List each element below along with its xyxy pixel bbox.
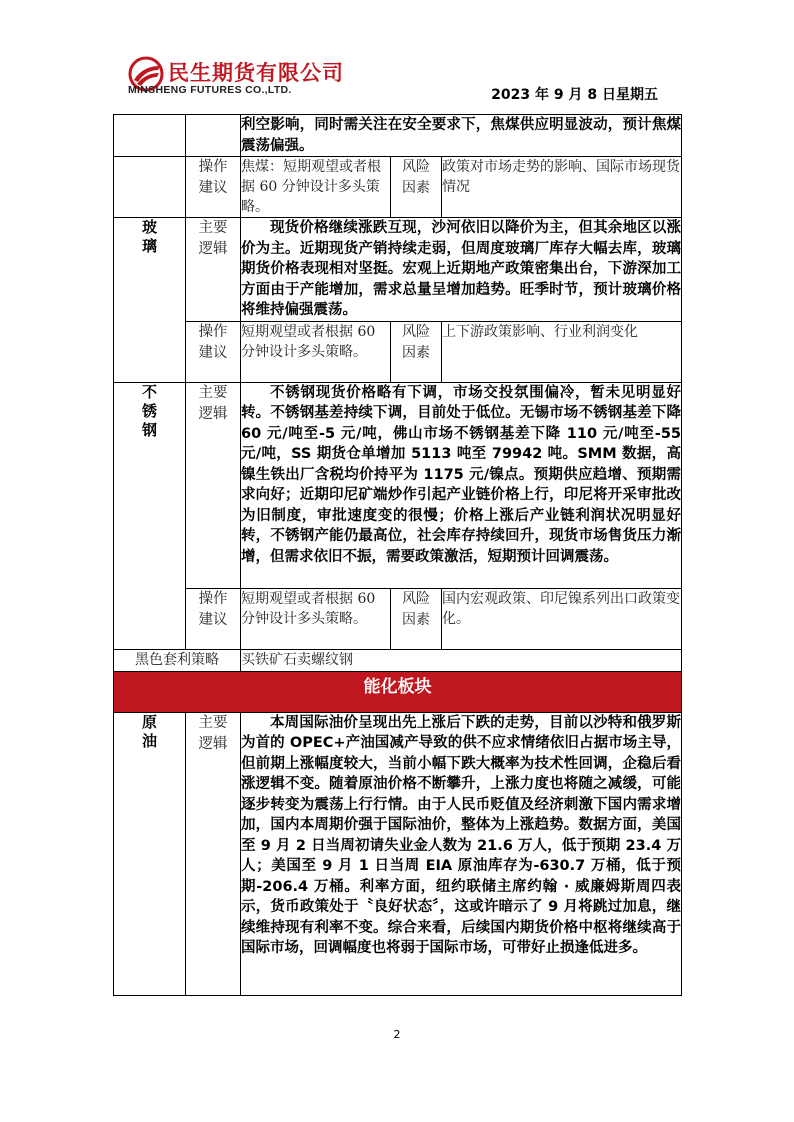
glass-op-label-text: 操作建议 bbox=[198, 323, 228, 361]
stainless-risk-label bbox=[391, 588, 442, 649]
coke-op-label-text: 操作建议 bbox=[198, 159, 228, 196]
glass-risk-label-text: 风险因素 bbox=[402, 323, 430, 361]
strategy-table bbox=[113, 114, 682, 996]
report-date: 2023 年 9 月 8 日星期五 bbox=[491, 87, 658, 103]
logo-english-name: MINSHENG FUTURES CO.,LTD. bbox=[128, 84, 292, 96]
arbitrage-row bbox=[114, 649, 682, 671]
coke-risk-text: 政策对市场走势的影响、国际市场现货情况 bbox=[442, 157, 682, 218]
glass-risk-label bbox=[391, 321, 442, 382]
crude-logic-label bbox=[186, 712, 241, 995]
stainless-logic-text bbox=[241, 382, 682, 588]
glass-logic-row bbox=[114, 218, 682, 322]
crude-category-label: 原油 bbox=[141, 712, 157, 750]
crude-logic-paragraph: 本周国际油价呈现出先上涨后下跌的走势，目前以沙特和俄罗斯为首的 OPEC+产油国减产导致的供不应求情绪依旧占据市场主导，但前期上涨幅度较大，当前小幅下跌大概率为技术性回调，企稳后看涨逻辑不变。随着原油价格不断攀升，上涨力度也将随之减缓，可能逐步转变为震荡上行行情。由于人民币贬值及经济刺激下国内需求增加，国内本周期价强于国际油价，整体为上涨趋势。数据方面，美国至 9 月 2 日当周初请失业金人数为 21.6 万人，低于预期 23.4 万人；美国至 9 月 1 日当周 EIA 原油库存为-630.7 万桶，低于预期-206.4 万桶。利率方面，纽约联储主席约翰 · 威廉姆斯周四表示，货币政策处于〝良好状态〞，这或许暗示了 9 月将跳过加息，继续维持现有利率不变。综合来看，后续国内期货价格中枢将继续高于国际市场，回调幅度也将弱于国际市场，可带好止损逢低进多。 bbox=[241, 714, 681, 956]
stainless-op-row bbox=[114, 588, 682, 649]
page-number: 2 bbox=[393, 1028, 401, 1041]
stainless-logic-row bbox=[114, 382, 682, 588]
coke-risk-label-text: 风险因素 bbox=[402, 159, 430, 196]
stainless-op-text: 短期观望或者根据 60 分钟设计多头策略。 bbox=[241, 588, 391, 649]
coke-category-cell-2 bbox=[114, 157, 186, 218]
stainless-logic-paragraph: 不锈钢现货价格略有下调，市场交投氛围偏冷，暂未见明显好转。不锈钢基差持续下调，目前处于低位。无锡市场不锈钢基差下降 60 元/吨至-5 元/吨，佛山市场不锈钢基差下降 110 元/吨至-55 元/吨，SS 期货仓单增加 5113 吨至 79942 吨。SMM 数据，高镍生铁出厂含税均价持平为 1175 元/镍点。预期供应趋增、预期需求向好；近期印尼矿端炒作引起产业链价格上行，印尼将开采审批改为旧制度，审批速度变的很慢；价格上涨后产业链利润状况明显好转，不锈钢产能仍最高位，社会库存持续回升，现货市场售货压力渐增，但需求依旧不振，需要政策激活，短期预计回调震荡。 bbox=[241, 384, 681, 565]
crude-logic-row bbox=[114, 712, 682, 995]
stainless-op-label-text: 操作建议 bbox=[198, 590, 228, 628]
coke-op-text: 焦煤：短期观望或者根据 60 分钟设计多头策略。 bbox=[241, 157, 391, 218]
glass-logic-text bbox=[241, 218, 682, 322]
crude-logic-label-text: 主要逻辑 bbox=[198, 714, 228, 752]
stainless-risk-text: 国内宏观政策、印尼镍系列出口政策变化。 bbox=[442, 588, 682, 649]
crude-logic-text bbox=[241, 712, 682, 995]
stainless-logic-label-text: 主要逻辑 bbox=[198, 384, 228, 422]
logo-chinese-name: 民生期货有限公司 bbox=[168, 61, 344, 85]
stainless-category bbox=[114, 382, 186, 649]
glass-category bbox=[114, 218, 186, 383]
section-title: 能化板块 bbox=[114, 671, 682, 712]
section-header-row bbox=[114, 671, 682, 712]
glass-logic-label-text: 主要逻辑 bbox=[198, 220, 228, 257]
glass-category-label: 玻璃 bbox=[141, 218, 157, 255]
coke-logic-label-cell bbox=[186, 115, 241, 157]
coke-logic-text: 利空影响，同时需关注在安全要求下，焦煤供应明显波动，预计焦煤震荡偏强。 bbox=[241, 115, 682, 157]
glass-logic-paragraph: 现货价格继续涨跌互现，沙河依旧以降价为主，但其余地区以涨价为主。近期现货产销持续走弱，但周度玻璃厂库存大幅去库，玻璃期货价格表现相对坚挺。宏观上近期地产政策密集出台，下游深加工方面由于产能增加，需求总量呈增加趋势。旺季时节，预计玻璃价格将维持偏强震荡。 bbox=[241, 220, 681, 318]
company-logo bbox=[128, 54, 378, 102]
arbitrage-text: 买铁矿石卖螺纹钢 bbox=[241, 649, 682, 671]
glass-logic-label bbox=[186, 218, 241, 322]
stainless-risk-label-text: 风险因素 bbox=[402, 590, 430, 628]
coke-category-cell bbox=[114, 115, 186, 157]
crude-category bbox=[114, 712, 186, 995]
glass-op-text: 短期观望或者根据 60 分钟设计多头策略。 bbox=[241, 321, 391, 382]
stainless-logic-label bbox=[186, 382, 241, 588]
stainless-op-label bbox=[186, 588, 241, 649]
glass-op-row bbox=[114, 321, 682, 382]
coke-logic-row bbox=[114, 115, 682, 157]
coke-op-label bbox=[186, 157, 241, 218]
glass-op-label bbox=[186, 321, 241, 382]
coke-op-row bbox=[114, 157, 682, 218]
arbitrage-label: 黑色套利策略 bbox=[114, 649, 241, 671]
coke-risk-label bbox=[391, 157, 442, 218]
glass-risk-text: 上下游政策影响、行业利润变化 bbox=[442, 321, 682, 382]
stainless-category-label: 不锈钢 bbox=[141, 382, 157, 439]
